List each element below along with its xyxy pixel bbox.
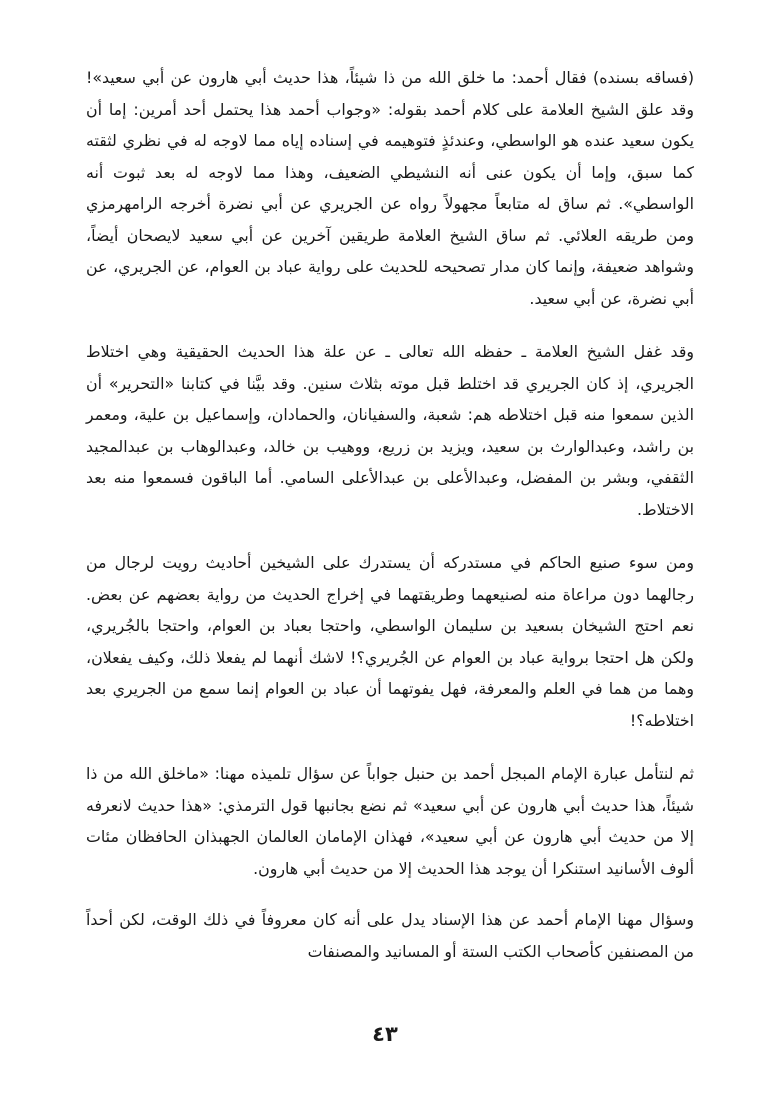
paragraph-1: (فساقه بسنده) فقال أحمد: ما خلق الله من ذا شيئاً، هذا حديث أبي هارون عن أبي سعيد»! وقد علق الشيخ العلامة على كلام أحمد بقوله: «وجواب أحمد هذا يحتمل أحد أمرين: إما أن يكون سعيد عنده هو الواسطي، وعندئذٍ فتوهيمه في إسناده إياه مما لاوجه له في نظري لثقته كما سبق، وإما أن يكون عنى أنه النشيطي الضعيف، وهذا مما لاوجه له بعد ثبوت أنه الواسطي». ثم ساق له متابعاً مجهولاً رواه عن الجريري عن أبي نضرة أخرجه الرامهرمزي ومن طريقه العلائي. ثم ساق الشيخ العلامة طريقين آخرين عن أبي سعيد لايصحان أيضاً، وشواهد ضعيفة، وإنما كان مدار تصحيحه للحديث على رواية عباد بن العوام، عن الجريري، عن أبي نضرة، عن أبي سعيد. xyxy=(86,68,694,308)
page-body xyxy=(86,62,694,1062)
paragraph-3: ومن سوء صنيع الحاكم في مستدركه أن يستدرك على الشيخين أحاديث رويت لرجال من رجالهما دون مراعاة منه لصنيعهما وطريقتهما في إخراج الحديث من رواية بعضهم عن بعض. نعم احتج الشيخان بسعيد بن سليمان الواسطي، واحتجا بعباد بن العوام، واحتجا بالجُريري، ولكن هل احتجا برواية عباد بن العوام عن الجُريري؟! لاشك أنهما لم يفعلا ذلك، وكيف يفعلان، وهما من هما في العلم والمعرفة، فهل يفوتهما أن عباد بن العوام إنما سمع من الجريري بعد اختلاطه؟! xyxy=(86,553,694,730)
page-number: ٤٣ xyxy=(372,1022,398,1046)
paragraph-4: ثم لنتأمل عبارة الإمام المبجل أحمد بن حنبل جواباً عن سؤال تلميذه مهنا: «ماخلق الله من ذا شيئاً، هذا حديث أبي هارون عن أبي سعيد» ثم نضع بجانبها قول الترمذي: «هذا حديث لانعرفه إلا من حديث أبي هارون عن أبي سعيد»، فهذان الإمامان العالمان الجهبذان الحافظان مئات ألوف الأسانيد استنكرا أن يوجد هذا الحديث إلا من حديث أبي هارون. xyxy=(86,764,694,878)
paragraph-2: وقد غفل الشيخ العلامة ـ حفظه الله تعالى ـ عن علة هذا الحديث الحقيقية وهي اختلاط الجريري، إذ كان الجريري قد اختلط قبل موته بثلاث سنين. وقد بيَّنا في كتابنا «التحرير» أن الذين سمعوا منه قبل اختلاطه هم: شعبة، والسفيانان، والحمادان، وإسماعيل بن علية، ومعمر بن راشد، وعبدالوارث بن سعيد، ويزيد بن زريع، ووهيب بن خالد، وعبدالوهاب بن عبدالمجيد الثقفي، وبشر بن المفضل، وعبدالأعلى بن عبدالأعلى السامي. أما الباقون فسمعوا منه بعد الاختلاط. xyxy=(86,342,694,519)
paragraph-5: وسؤال مهنا الإمام أحمد عن هذا الإسناد يدل على أنه كان معروفاً في ذلك الوقت، لكن أحداً من المصنفين كأصحاب الكتب الستة أو المسانيد والمصنفات xyxy=(86,910,694,961)
